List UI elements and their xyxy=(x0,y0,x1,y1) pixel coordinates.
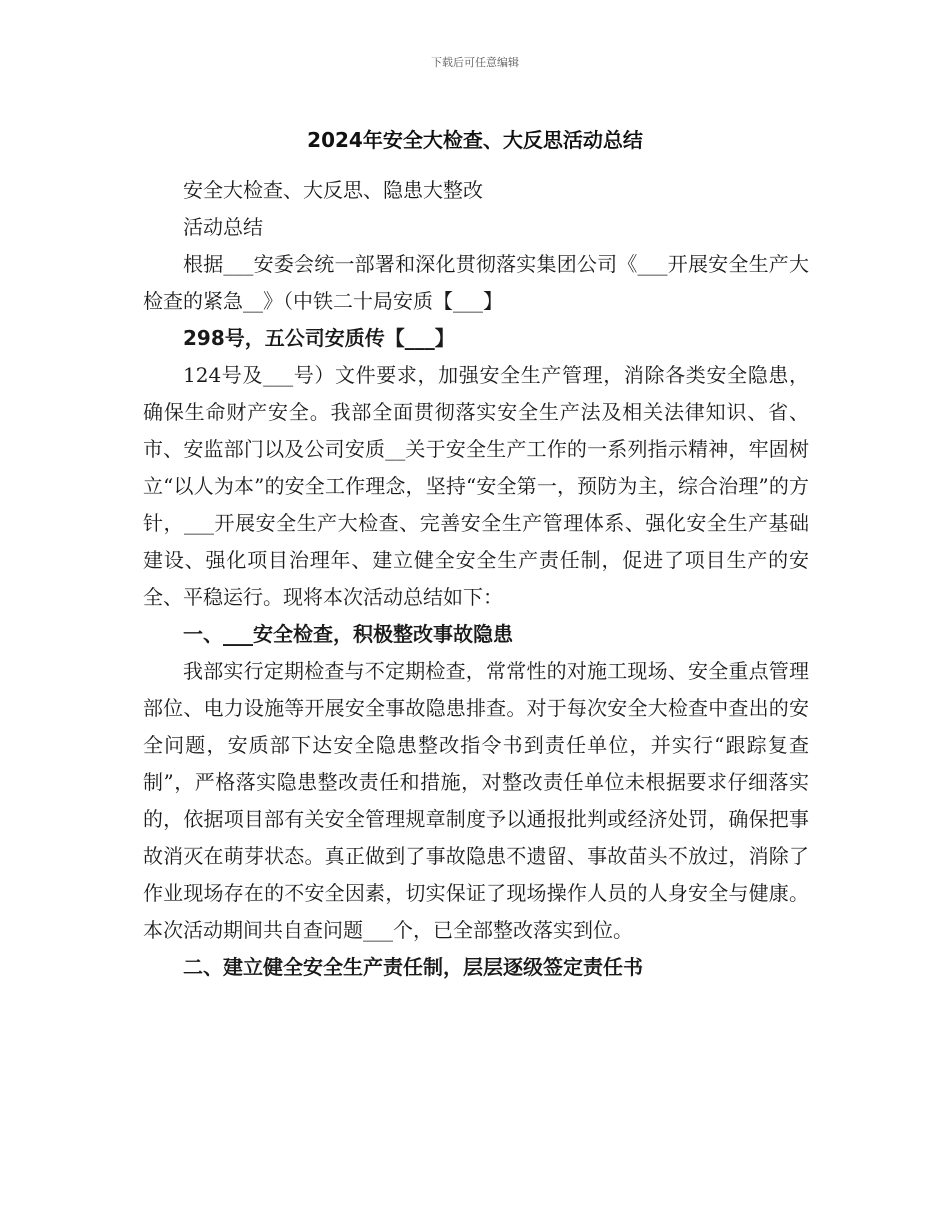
paragraph-basis: 根据___安委会统一部署和深化贯彻落实集团公司《___开展安全生产大检查的紧急__》（中铁二十局安质【___】 xyxy=(143,252,809,313)
paragraph-subtitle-line1: 安全大检查、大反思、隐患大整改 xyxy=(183,178,483,202)
section-heading-1: 一、___安全检查，积极整改事故隐患 xyxy=(183,622,513,646)
document-title: 2024年安全大检查、大反思活动总结 xyxy=(307,128,643,152)
paragraph-subtitle-line2: 活动总结 xyxy=(183,215,263,239)
paragraph-section-1: 我部实行定期检查与不定期检查，常常性的对施工现场、安全重点管理部位、电力设施等开展安全事故隐患排查。对于每次安全大检查中查出的安全问题，安质部下达安全隐患整改指令书到责任单位，并实行“跟踪复查制”，严格落实隐患整改责任和措施，对整改责任单位未根据要求仔细落实的，依据项目部有关安全管理规章制度予以通报批判或经济处罚，确保把事故消灭在萌芽状态。真正做到了事故隐患不遗留、事故苗头不放过，消除了作业现场存在的不安全因素，切实保证了现场操作人员的人身安全与健康。本次活动期间共自查问题___个，已全部整改落实到位。 xyxy=(143,659,809,942)
page-header-note: 下载后可任意编辑 xyxy=(431,56,519,69)
paragraph-doc-number: 298号，五公司安质传【___】 xyxy=(183,326,455,350)
document-body xyxy=(143,172,809,986)
section-heading-2: 二、建立健全安全生产责任制，层层逐级签定责任书 xyxy=(183,955,643,979)
paragraph-intro: 124号及___号）文件要求，加强安全生产管理，消除各类安全隐患，确保生命财产安全。我部全面贯彻落实安全生产法及相关法律知识、省、市、安监部门以及公司安质__关于安全生产工作的一系列指示精神，牢固树立“以人为本”的安全工作理念，坚持“安全第一，预防为主，综合治理”的方针，___开展安全生产大检查、完善安全生产管理体系、强化安全生产基础建设、强化项目治理年、建立健全安全生产责任制，促进了项目生产的安全、平稳运行。现将本次活动总结如下： xyxy=(143,363,809,609)
